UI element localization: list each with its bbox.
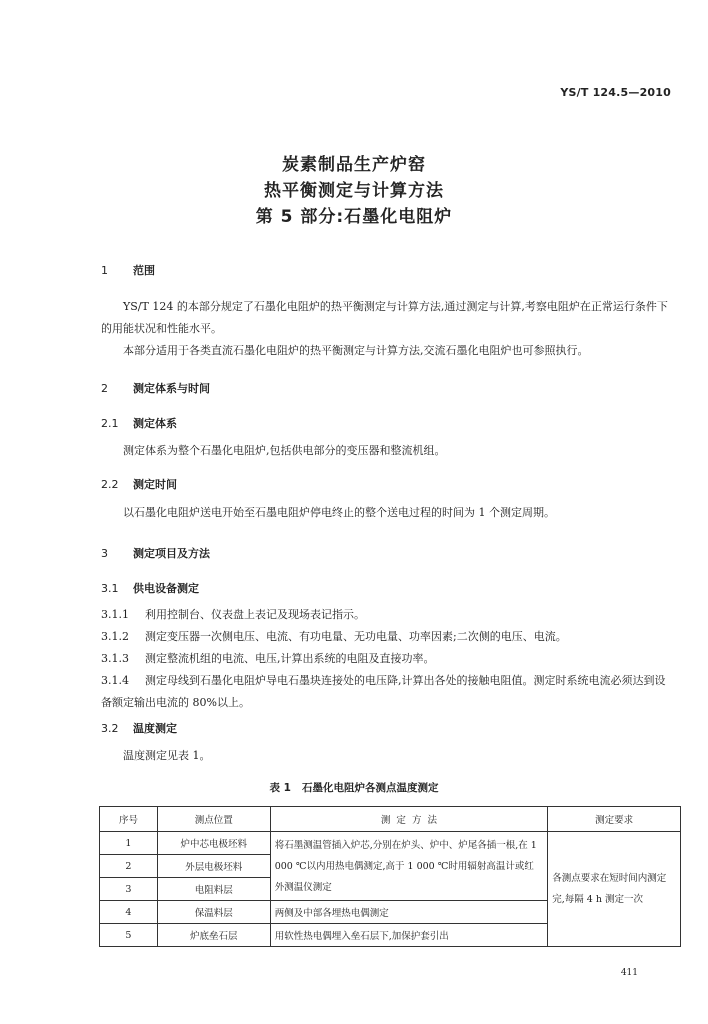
cell-requirement: 各测点要求在短时间内测定完,每隔 4 h 测定一次 [548,832,681,947]
cell-no: 1 [100,832,158,855]
title-line-1: 炭素制品生产炉窑 [282,155,426,175]
header-method: 测 定 方 法 [270,807,548,832]
section-title: 温度测定 [133,722,177,735]
table-1 [99,806,681,947]
table-row [100,832,681,855]
section-number: 1 [101,264,108,277]
cell-position: 电阻料层 [157,878,270,901]
section-1-paragraph-1: YS/T 124 的本部分规定了石墨化电阻炉的热平衡测定与计算方法,通过测定与计算,考察电阻炉在正常运行条件下的用能状况和性能水平。 [101,300,668,335]
section-2-2-heading [101,476,177,492]
title-line-3: 第 5 部分:石墨化电阻炉 [255,207,453,227]
clause-number: 3.1.4 [101,674,129,687]
clause-text: 利用控制台、仪表盘上表记及现场表记指示。 [145,608,365,621]
section-title: 测定时间 [133,478,177,491]
section-number: 2.1 [101,417,119,430]
clause-text: 测定变压器一次侧电压、电流、有功电量、无功电量、功率因素;二次侧的电压、电流。 [145,630,567,643]
clause-number: 3.1.2 [101,630,129,643]
cell-position: 外层电极坯料 [157,855,270,878]
section-3-2-paragraph: 温度测定见表 1。 [123,749,211,762]
title-line-2: 热平衡测定与计算方法 [264,181,444,201]
cell-position: 保温料层 [157,901,270,924]
table-1-caption: 表 1 石墨化电阻炉各测点温度测定 [269,782,439,794]
cell-method: 将石墨测温管插入炉芯,分别在炉头、炉中、炉尾各插一根,在 1 000 ℃以内用热电偶测定,高于 1 000 ℃时用辐射高温计或红外测温仪测定 [270,832,548,901]
section-title: 供电设备测定 [133,582,199,595]
cell-no: 2 [100,855,158,878]
header-requirement: 测定要求 [548,807,681,832]
standard-number: YS/T 124.5—2010 [560,86,671,99]
cell-position: 炉中芯电极坯料 [157,832,270,855]
clause-number: 3.1.3 [101,652,129,665]
section-title: 测定项目及方法 [133,547,210,560]
section-3-heading [101,545,210,561]
section-number: 3 [101,547,108,560]
table-header-row [100,807,681,832]
section-2-heading [101,380,210,396]
header-no: 序号 [100,807,158,832]
section-1-paragraph-2: 本部分适用于各类直流石墨化电阻炉的热平衡测定与计算方法,交流石墨化电阻炉也可参照执行。 [123,344,589,357]
cell-no: 4 [100,901,158,924]
section-2-2-paragraph: 以石墨化电阻炉送电开始至石墨电阻炉停电终止的整个送电过程的时间为 1 个测定周期。 [123,506,555,519]
section-title: 范围 [133,264,155,277]
section-2-1-heading [101,415,177,431]
section-2-1-paragraph: 测定体系为整个石墨化电阻炉,包括供电部分的变压器和整流机组。 [123,444,446,457]
cell-method: 用软性热电偶埋入垒石层下,加保护套引出 [270,924,548,947]
section-title: 测定体系与时间 [133,382,210,395]
section-title: 测定体系 [133,417,177,430]
section-number: 2.2 [101,478,119,491]
cell-no: 5 [100,924,158,947]
section-number: 3.2 [101,722,119,735]
clause-3-1-3 [101,648,681,670]
cell-no: 3 [100,878,158,901]
clause-text: 测定整流机组的电流、电压,计算出系统的电阻及直接功率。 [145,652,435,665]
section-3-2-heading [101,720,177,736]
section-number: 2 [101,382,108,395]
section-1-heading [101,262,155,278]
clause-3-1-2 [101,626,681,648]
clause-3-1-4 [101,670,675,714]
page-number: 411 [620,968,638,978]
clause-number: 3.1.1 [101,608,129,621]
cell-position: 炉底垒石层 [157,924,270,947]
header-position: 测点位置 [157,807,270,832]
cell-method: 两侧及中部各埋热电偶测定 [270,901,548,924]
clause-text: 测定母线到石墨化电阻炉导电石墨块连接处的电压降,计算出各处的接触电阻值。测定时系统电流必须达到设备额定输出电流的 80%以上。 [101,674,666,709]
section-number: 3.1 [101,582,119,595]
clause-3-1-1 [101,604,681,626]
section-3-1-heading [101,580,199,596]
